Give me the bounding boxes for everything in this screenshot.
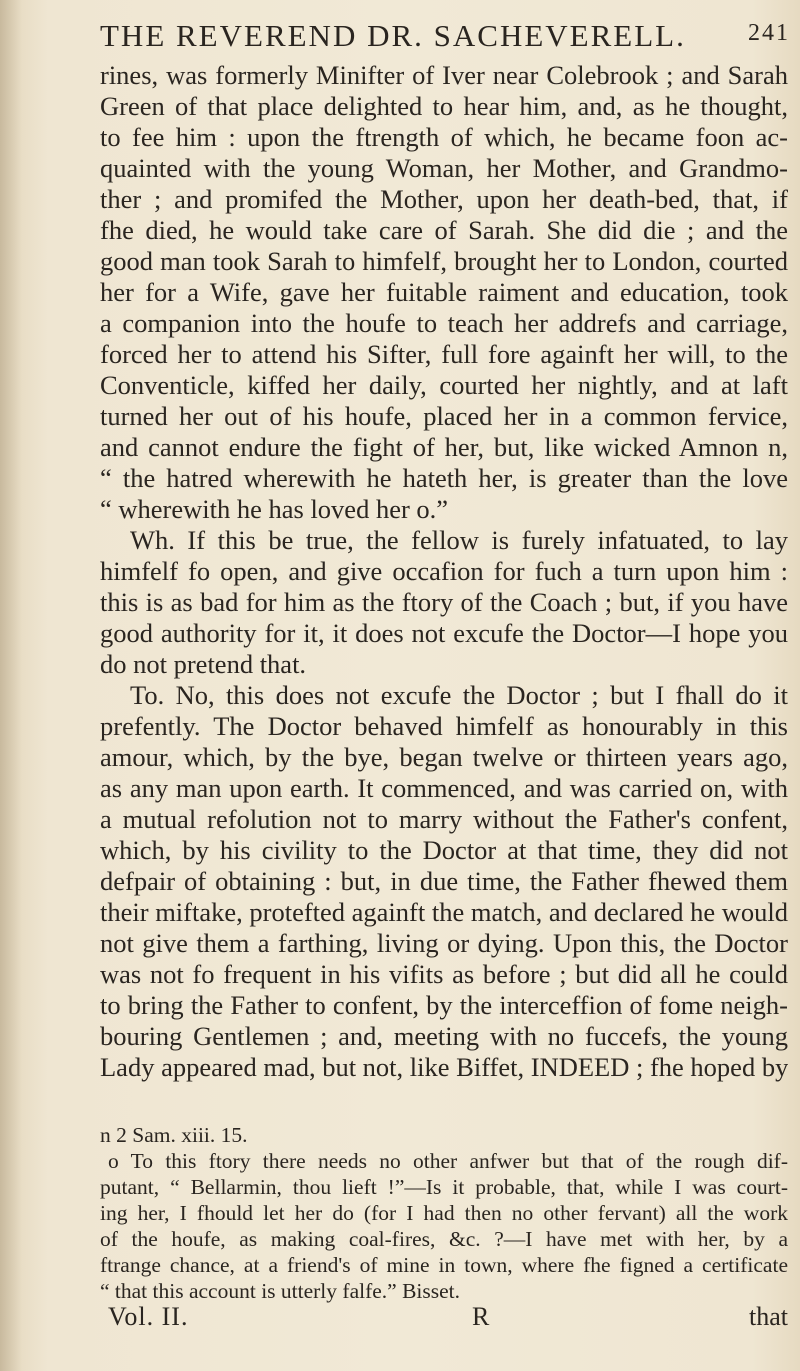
- text-line: himfelf fo open, and give occafion for fuch a turn upon him :: [100, 556, 788, 586]
- text-line: “ the hatred wherewith he hateth her, is greater than the love: [100, 463, 788, 493]
- text-line: Lady appeared mad, but not, like Biffet, INDEED ; fhe hoped by: [100, 1052, 788, 1082]
- text-line: “ wherewith he has loved her o.”: [100, 494, 449, 524]
- text-line: good man took Sarah to himfelf, brought her to London, courted: [100, 246, 788, 276]
- signature-line: [100, 1302, 788, 1336]
- text-line: forced her to attend his Sifter, full fore againft her will, to the: [100, 339, 788, 369]
- text-line: this is as bad for him as the ftory of the Coach ; but, if you have: [100, 587, 788, 617]
- footnote-line: putant, “ Bellarmin, thou lieft !”—Is it probable, that, while I was court-: [100, 1175, 788, 1199]
- text-line: a companion into the houfe to teach her addrefs and carriage,: [100, 308, 788, 338]
- text-line: which, by his civility to the Doctor at that time, they did not: [100, 835, 788, 865]
- text-line: to bring the Father to confent, by the interceffion of fome neigh-: [100, 990, 788, 1020]
- footnote-line: of the houfe, as making coal-fires, &c. ?—I have met with her, by a: [100, 1227, 788, 1251]
- text-line: To. No, this does not excufe the Doctor ; but I fhall do it: [130, 680, 788, 710]
- text-line: bouring Gentlemen ; and, meeting with no fuccefs, the young: [100, 1021, 788, 1051]
- text-line: defpair of obtaining : but, in due time, the Father fhewed them: [100, 866, 788, 896]
- page-edge-shadow: [0, 0, 22, 1371]
- text-line: rines, was formerly Minifter of Iver near Colebrook ; and Sarah: [100, 60, 788, 90]
- main-text: [100, 60, 788, 1083]
- text-line: as any man upon earth. It commenced, and was carried on, with: [100, 773, 788, 803]
- text-line: a mutual refolution not to marry without the Father's confent,: [100, 804, 788, 834]
- text-line: fhe died, he would take care of Sarah. She did die ; and the: [100, 215, 788, 245]
- text-line: was not fo frequent in his vifits as before ; but did all he could: [100, 959, 788, 989]
- text-line: her for a Wife, gave her fuitable raiment and education, took: [100, 277, 788, 307]
- footnote-line: o To this ftory there needs no other anfwer but that of the rough dif-: [108, 1149, 788, 1173]
- text-line: turned her out of his houfe, placed her in a common fervice,: [100, 401, 788, 431]
- running-header: [100, 18, 790, 58]
- text-line: quainted with the young Woman, her Mother, and Grandmo-: [100, 153, 788, 183]
- page-number: 241: [748, 20, 790, 46]
- text-line: prefently. The Doctor behaved himfelf as honourably in this: [100, 711, 788, 741]
- footnotes: [100, 1122, 788, 1304]
- text-line: and cannot endure the fight of her, but, like wicked Amnon n,: [100, 432, 788, 462]
- footnote-line: n 2 Sam. xiii. 15.: [100, 1123, 248, 1147]
- text-line: good authority for it, it does not excufe the Doctor—I hope you: [100, 618, 788, 648]
- footnote-line: “ that this account is utterly falfe.” Bisset.: [100, 1279, 461, 1303]
- text-line: do not pretend that.: [100, 649, 307, 679]
- text-line: Conventicle, kiffed her daily, courted her nightly, and at laft: [100, 370, 788, 400]
- text-line: Wh. If this be true, the fellow is furely infatuated, to lay: [130, 525, 788, 555]
- text-line: ther ; and promifed the Mother, upon her death-bed, that, if: [100, 184, 788, 214]
- footnote-line: ing her, I fhould let her do (for I had then no other fervant) all the work: [100, 1201, 788, 1225]
- text-line: not give them a farthing, living or dying. Upon this, the Doctor: [100, 928, 788, 958]
- signature-letter: R: [472, 1302, 490, 1331]
- text-line: their miftake, protefted againft the match, and declared he would: [100, 897, 788, 927]
- text-line: amour, which, by the bye, began twelve or thirteen years ago,: [100, 742, 788, 772]
- footnote-line: ftrange chance, at a friend's of mine in town, where fhe figned a certificate: [100, 1253, 788, 1277]
- text-line: to fee him : upon the ftrength of which, he became foon ac-: [100, 122, 788, 152]
- catchword: that: [749, 1302, 788, 1331]
- running-title: THE REVEREND DR. SACHEVERELL.: [100, 18, 686, 53]
- text-line: Green of that place delighted to hear him, and, as he thought,: [100, 91, 788, 121]
- volume-mark: Vol. II.: [108, 1302, 189, 1331]
